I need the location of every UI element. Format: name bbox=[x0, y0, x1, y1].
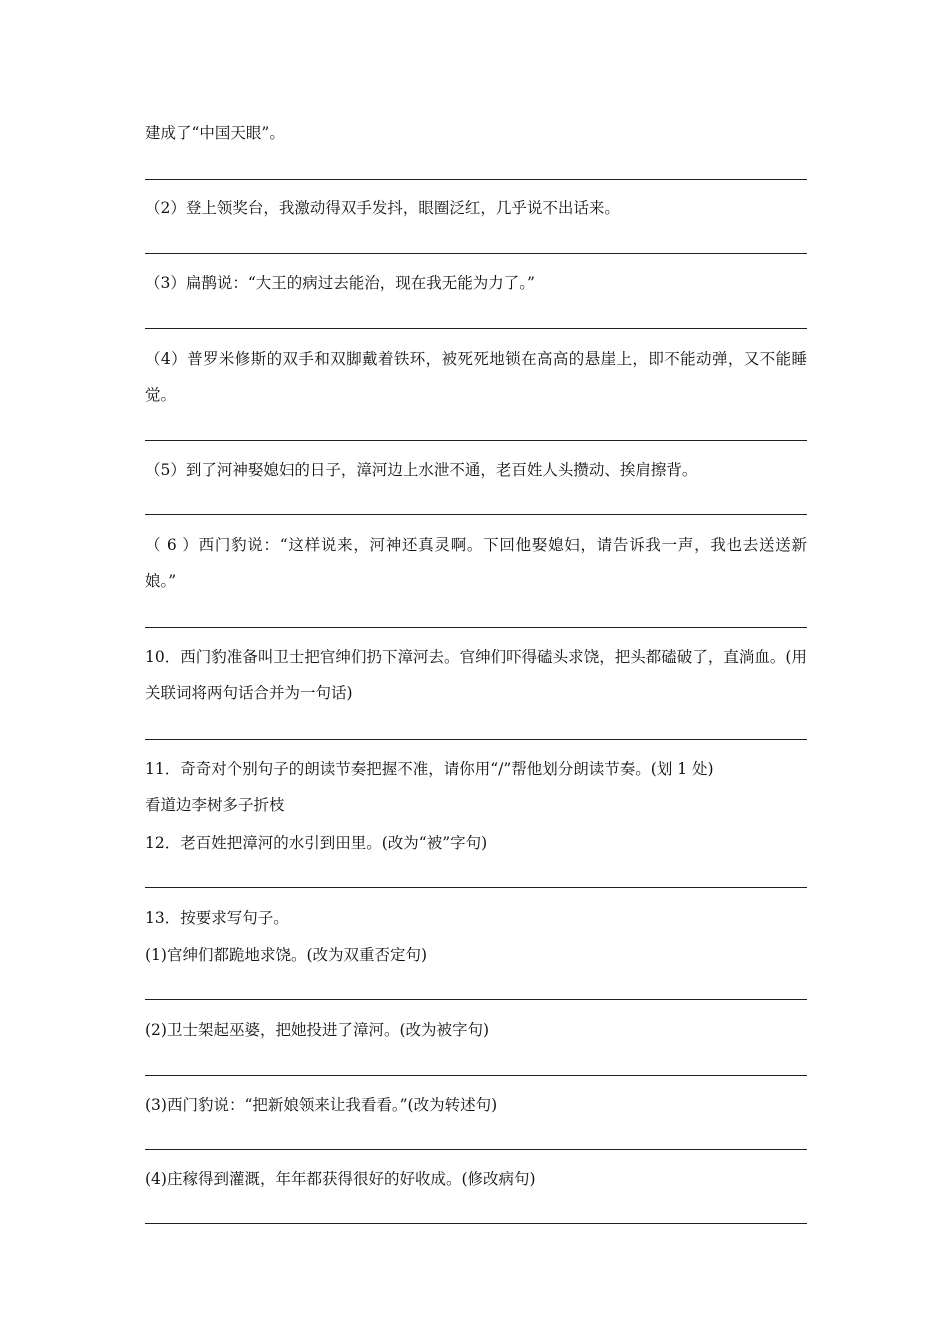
question-4: （4）普罗米修斯的双手和双脚戴着铁环，被死死地锁在高高的悬崖上，即不能动弹，又不能睡觉。 bbox=[145, 350, 807, 404]
answer-line bbox=[145, 179, 807, 180]
answer-line bbox=[145, 1149, 807, 1150]
question-13: 13．按要求写句子。 bbox=[145, 909, 289, 927]
answer-line bbox=[145, 514, 807, 515]
answer-line bbox=[145, 440, 807, 441]
question-10: 10．西门豹准备叫卫士把官绅们扔下漳河去。官绅们吓得磕头求饶，把头都磕破了，直淌血。(用关联词将两句话合并为一句话) bbox=[145, 648, 807, 702]
question-6: （ 6 ）西门豹说：“这样说来，河神还真灵啊。下回他娶媳妇，请告诉我一声，我也去送送新娘。” bbox=[145, 536, 807, 590]
answer-line bbox=[145, 887, 807, 888]
answer-line bbox=[145, 1223, 807, 1224]
question-2: （2）登上领奖台，我激动得双手发抖，眼圈泛红，几乎说不出话来。 bbox=[145, 199, 620, 217]
sentence-to-divide: 看道边李树多子折枝 bbox=[145, 796, 285, 814]
answer-line bbox=[145, 328, 807, 329]
question-13-3: (3)西门豹说：“把新娘领来让我看看。”(改为转述句) bbox=[145, 1096, 498, 1114]
question-11: 11．奇奇对个别句子的朗读节奏把握不准，请你用“/”帮他划分朗读节奏。(划 1 处) bbox=[145, 760, 714, 778]
question-13-4: (4)庄稼得到灌溉，年年都获得很好的好收成。(修改病句) bbox=[145, 1170, 536, 1188]
question-12: 12．老百姓把漳河的水引到田里。(改为“被”字句) bbox=[145, 834, 488, 852]
answer-line bbox=[145, 253, 807, 254]
question-13-1: (1)官绅们都跪地求饶。(改为双重否定句) bbox=[145, 946, 428, 964]
answer-line bbox=[145, 999, 807, 1000]
answer-line bbox=[145, 739, 807, 740]
question-3: （3）扁鹊说：“大王的病过去能治，现在我无能为力了。” bbox=[145, 274, 535, 292]
question-13-2: (2)卫士架起巫婆，把她投进了漳河。(改为被字句) bbox=[145, 1021, 490, 1039]
question-5: （5）到了河神娶媳妇的日子，漳河边上水泄不通，老百姓人头攒动、挨肩擦背。 bbox=[145, 461, 698, 479]
answer-line bbox=[145, 627, 807, 628]
answer-line bbox=[145, 1075, 807, 1076]
text-line: 建成了“中国天眼”。 bbox=[145, 124, 285, 142]
